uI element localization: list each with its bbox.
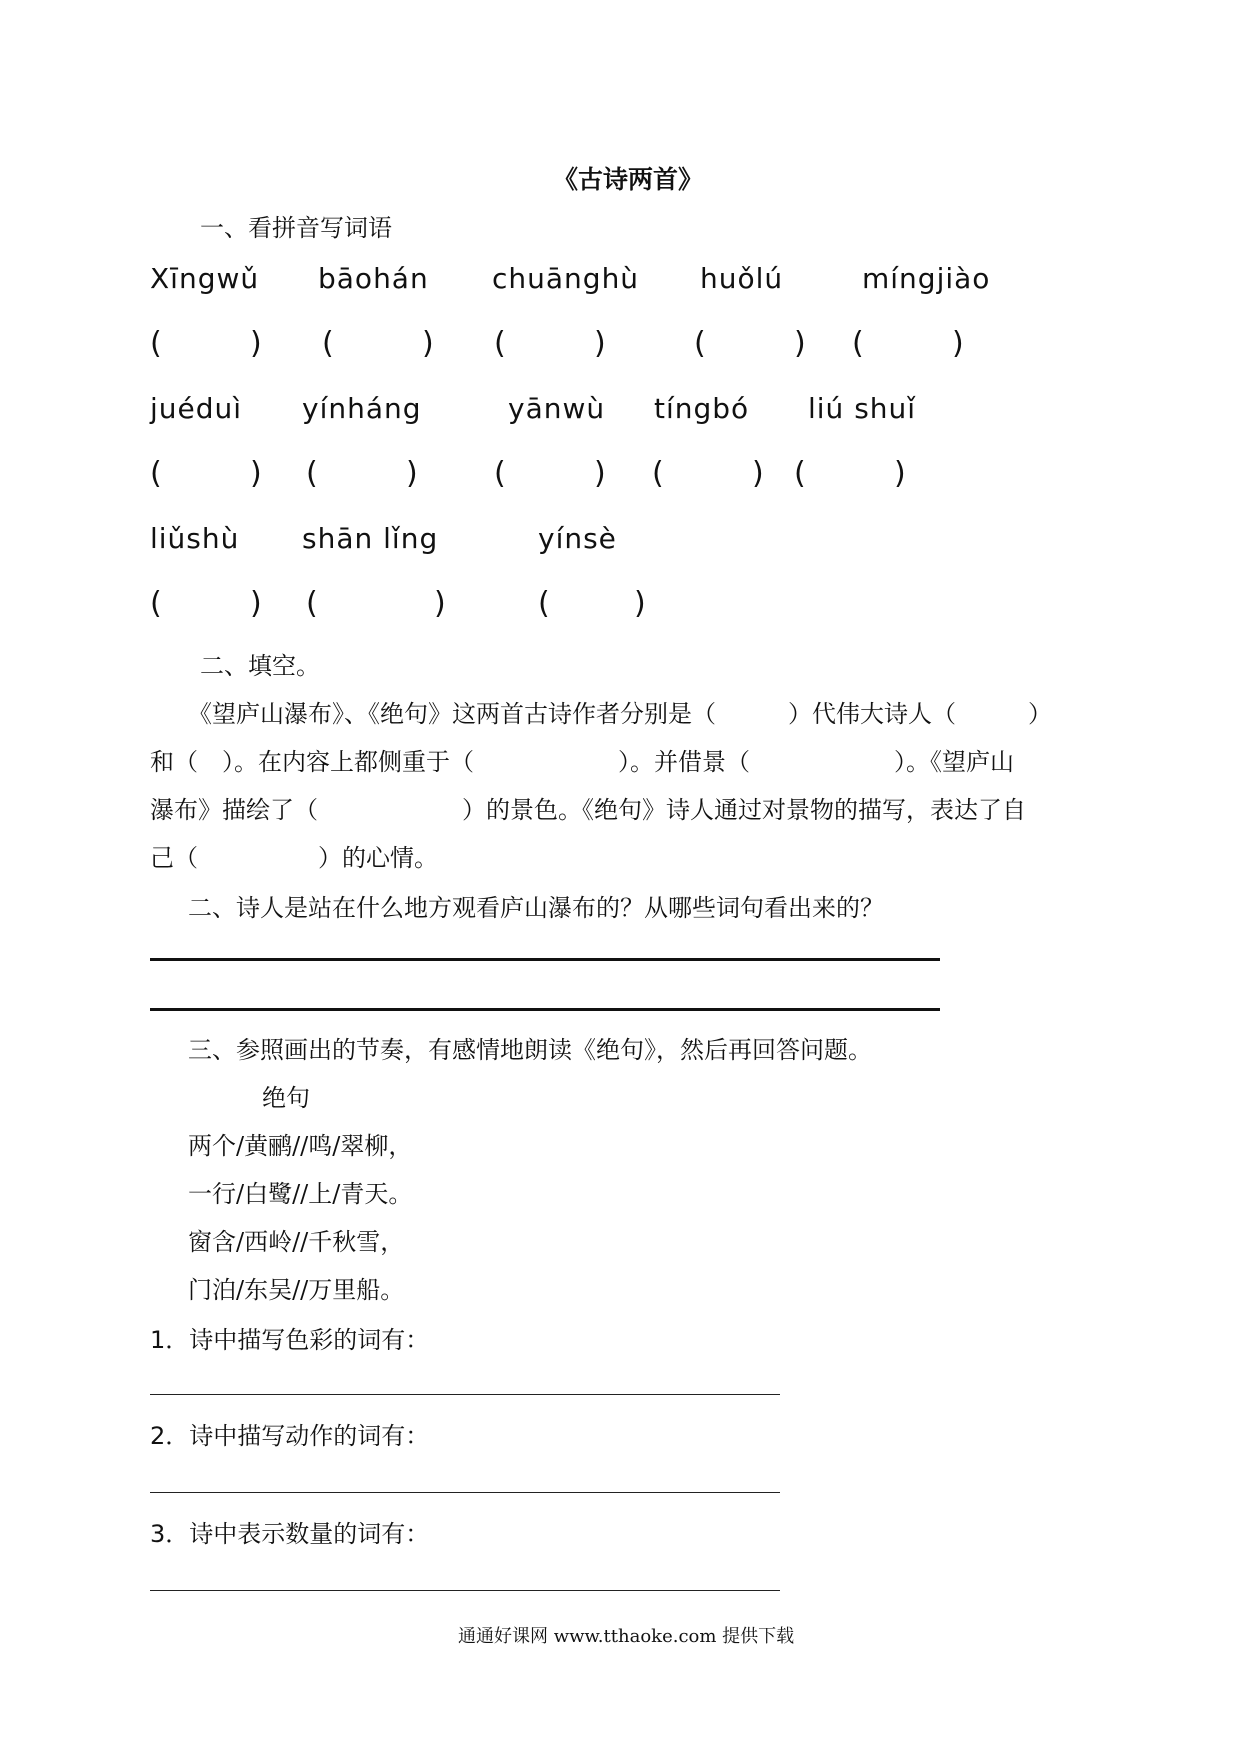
answer-paren-open: ( [306,456,318,491]
answer-paren-open: ( [494,326,506,361]
question-quantity [150,1514,429,1549]
answer-line [150,1008,940,1011]
pinyin-word: huǒlú [700,262,784,295]
answer-paren-open: ( [538,586,550,621]
poem-line: 两个/黄鹂//鸣/翠柳， [188,1132,413,1160]
answer-paren-close: ) [434,586,446,621]
answer-paren-open: ( [150,456,162,491]
question-color [150,1320,429,1355]
answer-paren-close: ) [250,456,262,491]
fill-blank-line: 己（ ）的心情。 [150,844,438,872]
poem-title: 绝句 [262,1084,310,1112]
answer-paren-close: ) [952,326,964,361]
question-text: 诗中描写色彩的词有： [189,1326,430,1354]
footer-credit: 通通好课网 www.tthaoke.com 提供下载 [458,1626,795,1647]
answer-line [150,958,940,961]
answer-paren-open: ( [306,586,318,621]
answer-paren-open: ( [150,586,162,621]
answer-paren-open: ( [852,326,864,361]
pinyin-word: tíngbó [654,392,750,425]
answer-paren-close: ) [794,326,806,361]
fill-blank-line: 《望庐山瀑布》、《绝句》这两首古诗作者分别是（ ）代伟大诗人（ ） [188,700,1052,728]
pinyin-word: yínháng [302,392,422,425]
answer-line [150,1590,780,1591]
answer-paren-close: ) [250,326,262,361]
answer-paren-open: ( [150,326,162,361]
section-heading-fill: 二、填空。 [200,652,320,680]
question-action [150,1416,429,1451]
question-text: 诗中表示数量的词有： [189,1520,430,1548]
question-waterfall: 二、诗人是站在什么地方观看庐山瀑布的？从哪些词句看出来的？ [188,894,884,922]
answer-paren-close: ) [406,456,418,491]
poem-line: 门泊/东吴//万里船。 [188,1276,405,1304]
fill-blank-line: 和（ ）。在内容上都侧重于（ ）。并借景（ ）。《望庐山 [150,748,1014,776]
answer-paren-open: ( [794,456,806,491]
pinyin-word: yínsè [538,522,617,555]
question-number: 2． [150,1422,190,1450]
answer-paren-close: ) [894,456,906,491]
answer-line [150,1394,780,1395]
fill-blank-line: 瀑布》描绘了（ ）的景色。《绝句》诗人通过对景物的描写，表达了自 [150,796,1026,824]
pinyin-word: liǔshù [150,522,240,555]
page-title: 《古诗两首》 [553,165,704,194]
question-number: 3． [150,1520,190,1548]
question-number: 1． [150,1326,190,1354]
pinyin-word: chuānghù [492,262,640,295]
answer-paren-close: ) [594,456,606,491]
answer-paren-close: ) [634,586,646,621]
question-text: 诗中描写动作的词有： [189,1422,430,1450]
answer-paren-open: ( [494,456,506,491]
pinyin-word: míngjiào [862,262,991,295]
pinyin-word: Xīngwǔ [150,262,260,295]
pinyin-word: yānwù [508,392,606,425]
section-heading-poem: 三、参照画出的节奏，有感情地朗读《绝句》，然后再回答问题。 [188,1036,872,1064]
answer-paren-open: ( [322,326,334,361]
poem-line: 一行/白鹭//上/青天。 [188,1180,413,1208]
pinyin-word: liú shuǐ [808,392,917,425]
answer-paren-open: ( [694,326,706,361]
section-heading-pinyin: 一、看拼音写词语 [200,214,392,242]
pinyin-word: juéduì [150,392,243,425]
answer-line [150,1492,780,1493]
answer-paren-close: ) [422,326,434,361]
answer-paren-open: ( [652,456,664,491]
answer-paren-close: ) [594,326,606,361]
answer-paren-close: ) [250,586,262,621]
pinyin-word: shān lǐng [302,522,439,555]
answer-paren-close: ) [752,456,764,491]
poem-line: 窗含/西岭//千秋雪， [188,1228,405,1256]
pinyin-word: bāohán [318,262,429,295]
